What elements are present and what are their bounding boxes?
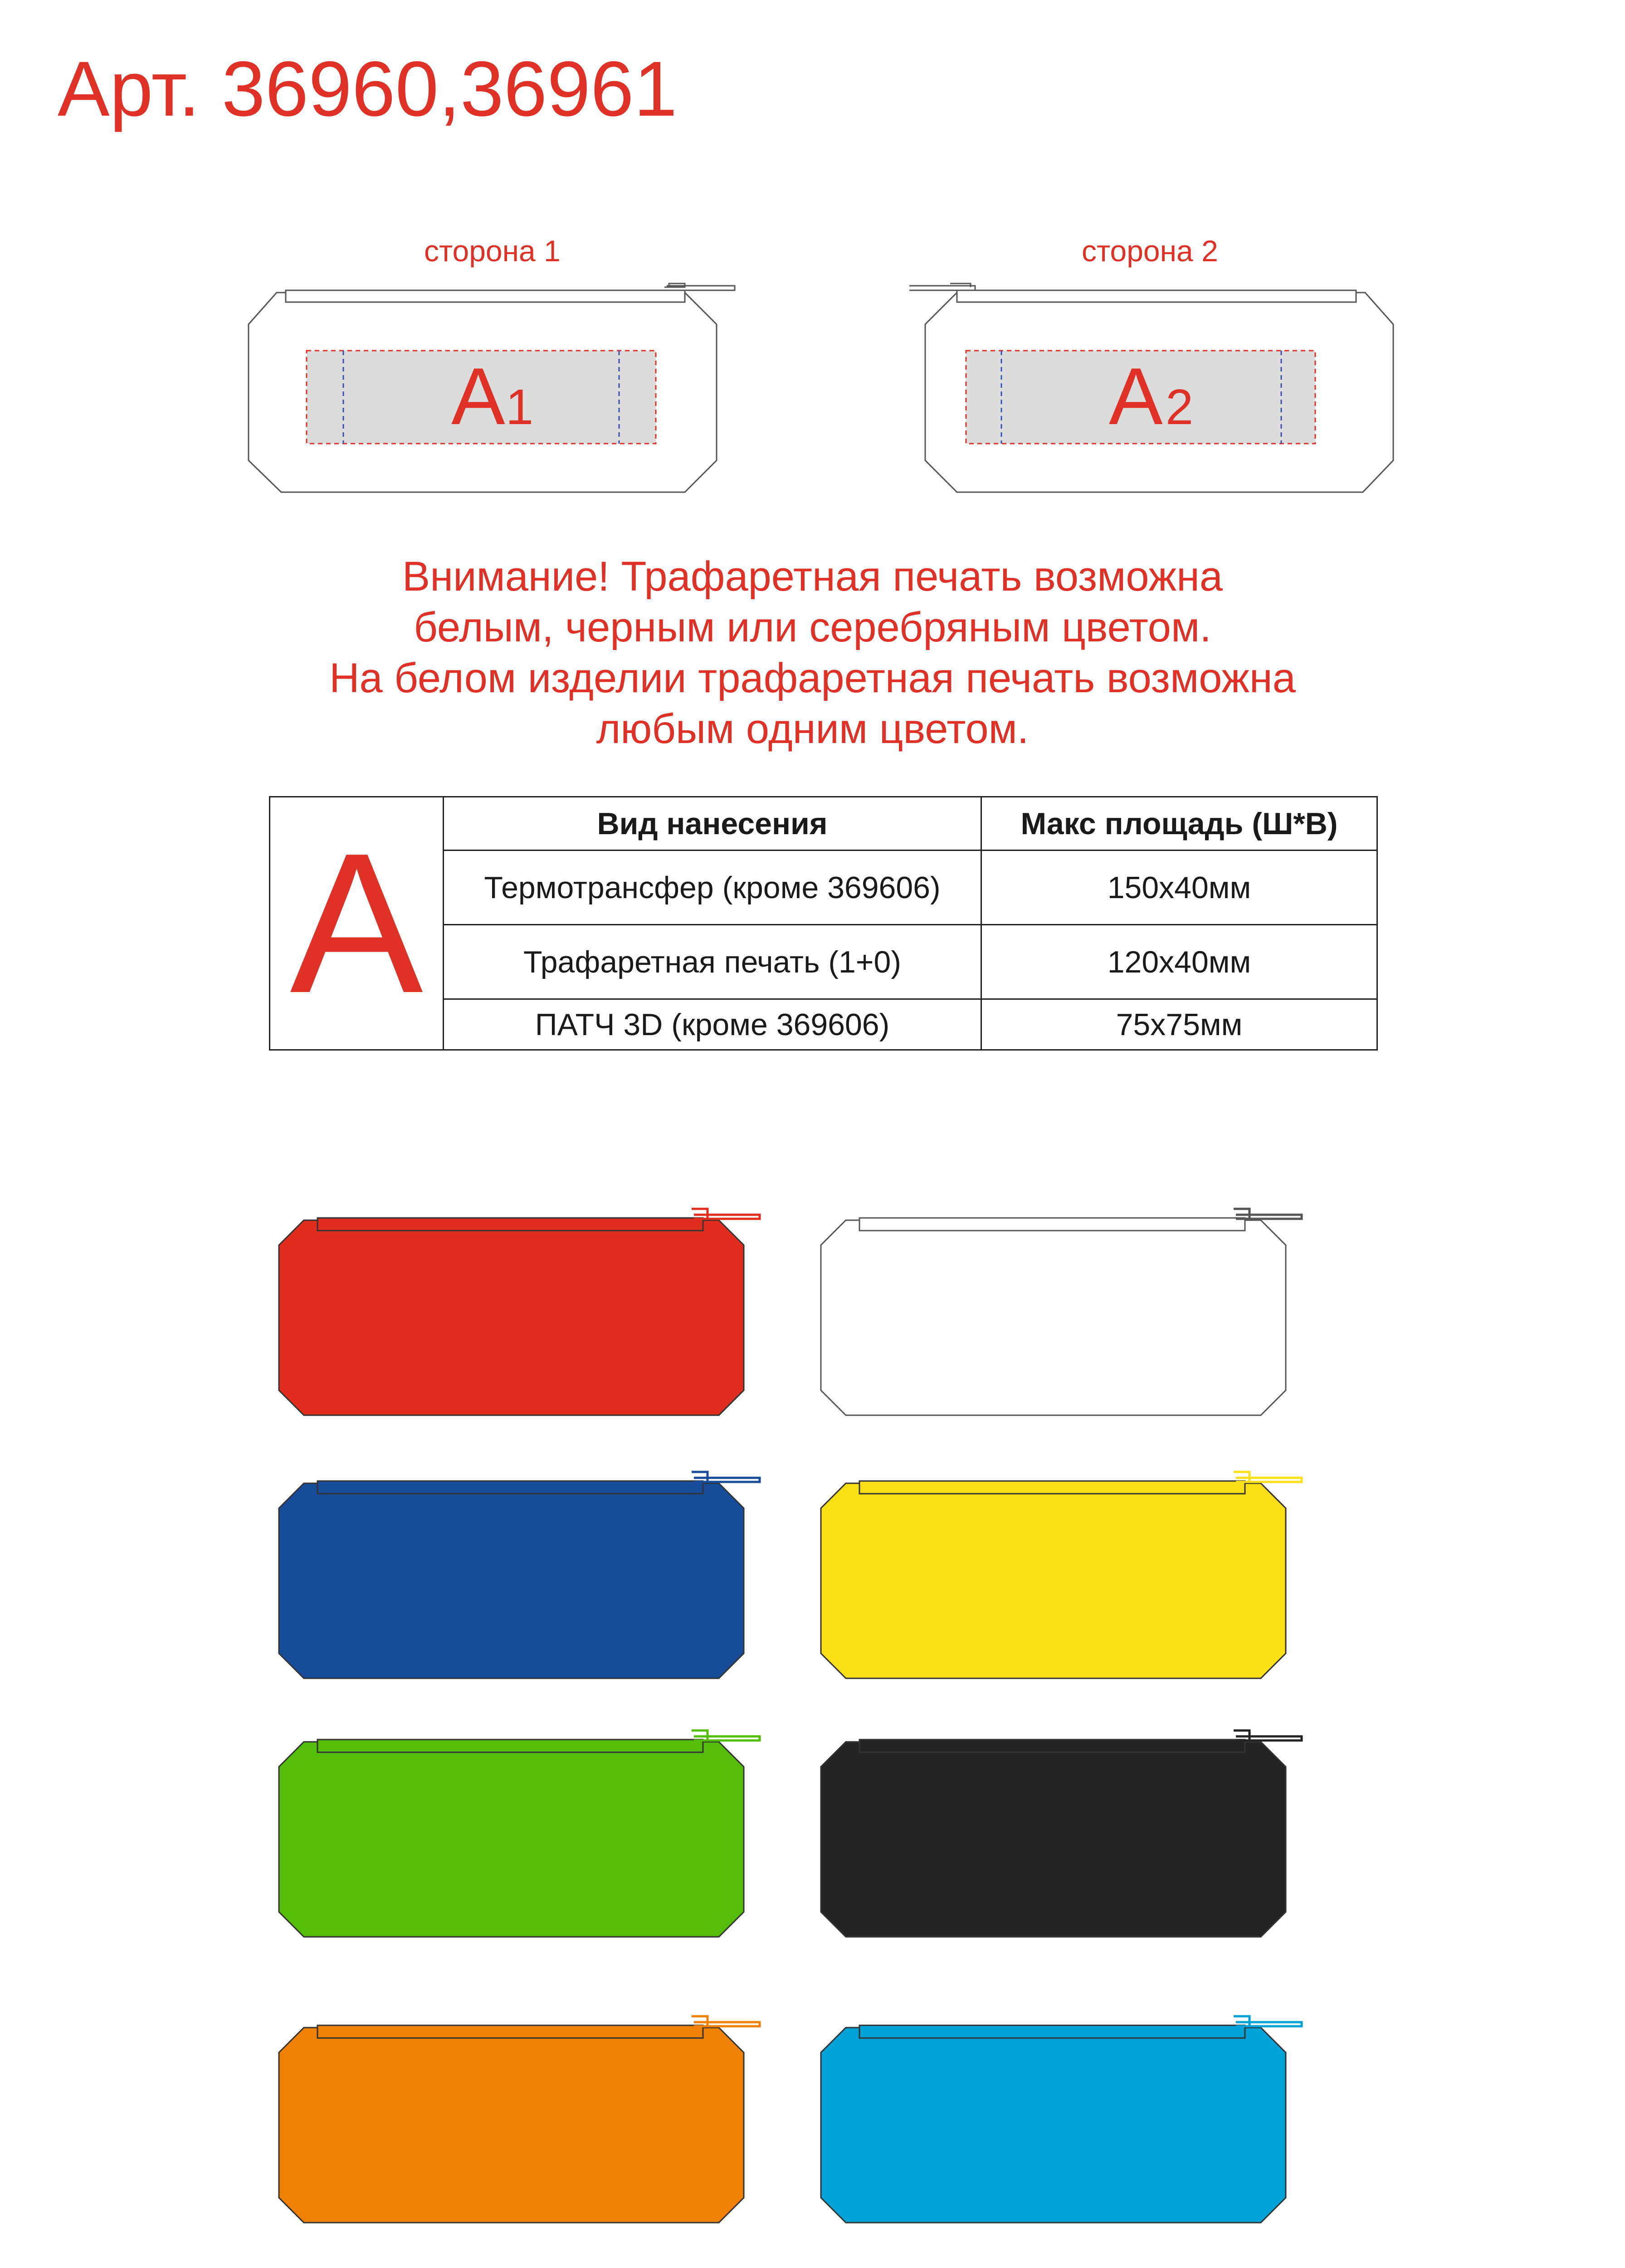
page-title: Арт. 36960,36961: [58, 45, 678, 132]
area-cell: 75х75мм: [981, 999, 1377, 1050]
pencil-case-variant: [821, 1209, 1302, 1415]
zipper-strip: [317, 2025, 703, 2038]
zone-a2-letter: A: [1109, 351, 1163, 441]
pencil-case-body: [279, 1742, 744, 1937]
side-2-label: сторона 2: [1082, 234, 1218, 268]
notice-line-3: На белом изделии трафаретная печать возможна: [329, 655, 1296, 701]
pencil-case-variant: [821, 2016, 1302, 2223]
method-cell: ПАТЧ 3D (кроме 369606): [444, 999, 981, 1050]
pencil-case-variant: [279, 1209, 760, 1415]
pencil-case-variant: [821, 1472, 1302, 1678]
pencil-case-variant: [279, 1730, 760, 1937]
zipper-strip: [317, 1481, 703, 1494]
zipper-strip: [317, 1740, 703, 1752]
zipper-strip: [859, 1218, 1245, 1231]
notice-line-1: Внимание! Трафаретная печать возможна: [402, 553, 1223, 600]
pencil-case-body: [279, 1220, 744, 1415]
side-1-label: сторона 1: [424, 234, 561, 268]
pencil-case-body: [821, 2028, 1286, 2223]
zone-a1-letter: A: [451, 351, 505, 441]
pencil-case-variant: [279, 2016, 760, 2223]
pencil-case-variant: [279, 1472, 760, 1678]
pencil-case-body: [279, 2028, 744, 2223]
pencil-case-body: [821, 1220, 1286, 1415]
zipper-strip: [859, 2025, 1245, 2038]
pencil-case-variant: [821, 1730, 1302, 1937]
zipper-strip: [859, 1481, 1245, 1494]
pencil-case-body: [821, 1742, 1286, 1937]
header-max-area: Макс площадь (Ш*В): [981, 797, 1377, 850]
area-cell: 150х40мм: [981, 850, 1377, 925]
notice-line-4: любым одним цветом.: [596, 706, 1029, 752]
pencil-case-body: [279, 1483, 744, 1678]
zone-a2-index: 2: [1166, 379, 1194, 435]
pencil-case-body: [821, 1483, 1286, 1678]
method-cell: Термотрансфер (кроме 369606): [444, 850, 981, 925]
notice-line-2: белым, черным или серебряным цветом.: [414, 604, 1211, 650]
method-cell: Трафаретная печать (1+0): [444, 925, 981, 999]
zipper-strip: [859, 1740, 1245, 1752]
zone-letter: A: [290, 811, 423, 1035]
zipper-strip: [317, 1218, 703, 1231]
zone-a1-index: 1: [506, 379, 534, 435]
header-method: Вид нанесения: [444, 797, 981, 850]
area-cell: 120х40мм: [981, 925, 1377, 999]
